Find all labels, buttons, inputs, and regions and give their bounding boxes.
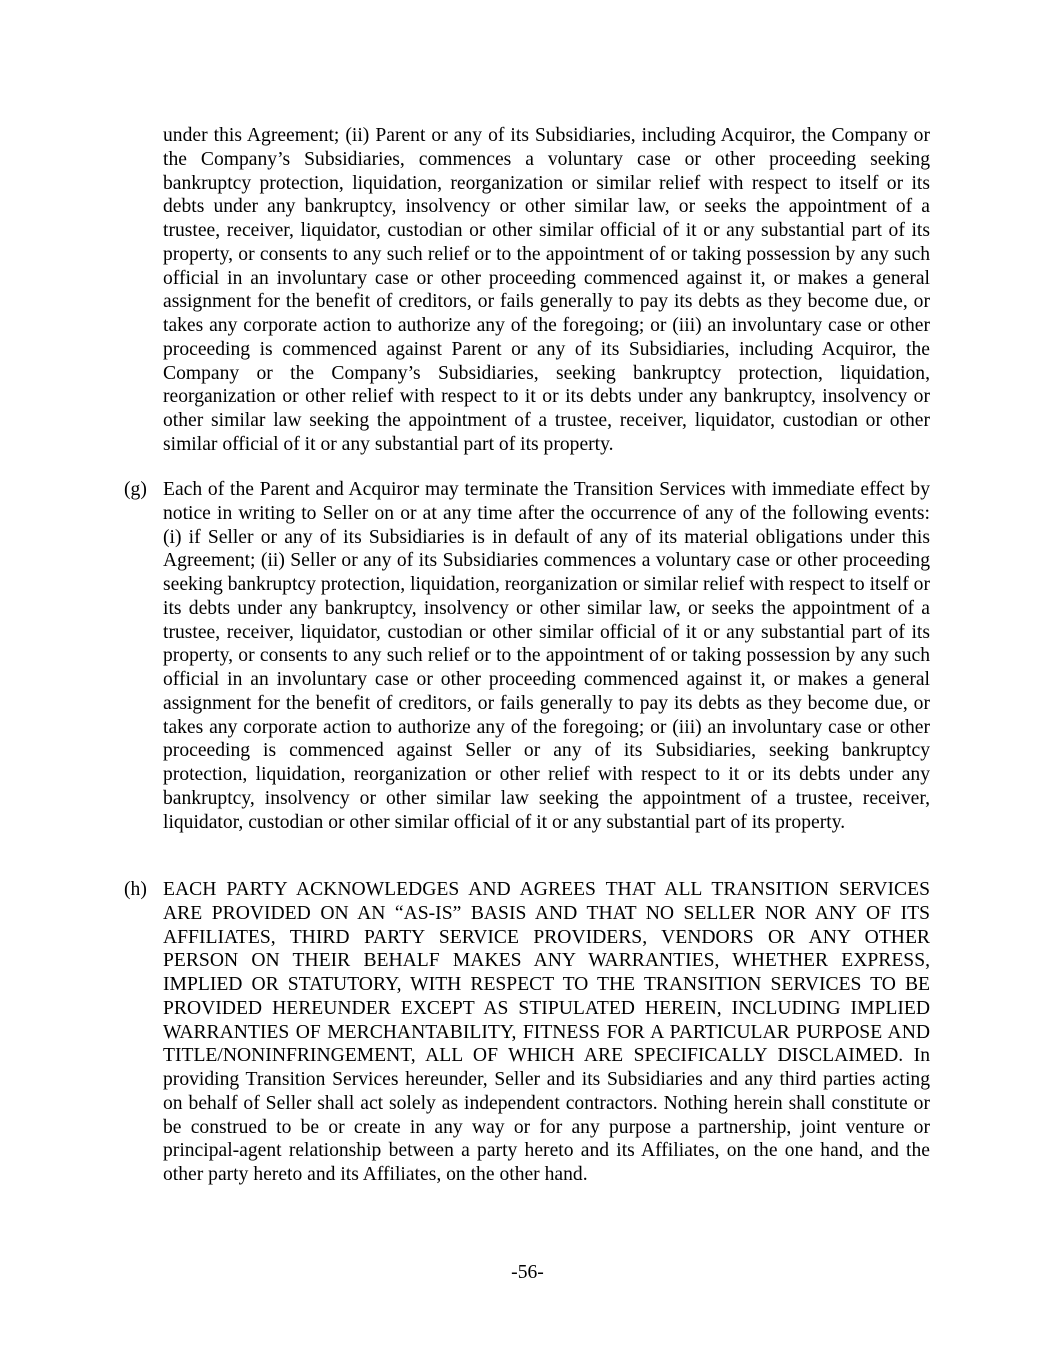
paragraph-g-marker: (g): [124, 479, 147, 500]
paragraph-h-marker: (h): [124, 879, 147, 900]
paragraph-f-continuation: under this Agreement; (ii) Parent or any of its Subsidiaries, including Acquiror, the Company or the Company’s Subsidiaries, commences a voluntary case or other proceeding seeking bankruptcy protection, liquidation, reorganization or similar relief with respect to itself or its debts under any bankruptcy, insolvency or other similar law, or seeks the appointment of a trustee, receiver, liquidator, custodian or other similar official of it or any substantial part of its property, or consents to any such relief or to the appointment of or taking possession by any such official in an involuntary case or other proceeding commenced against it, or makes a general assignment for the benefit of creditors, or fails generally to pay its debts as they become due, or takes any corporate action to authorize any of the foregoing; or (iii) an involuntary case or other proceeding is commenced against Parent or any of its Subsidiaries, including Acquiror, the Company or the Company’s Subsidiaries, seeking bankruptcy protection, liquidation, reorganization or other relief with respect to it or its debts under any bankruptcy, insolvency or other similar law seeking the appointment of a trustee, receiver, liquidator, custodian or other similar official of it or any substantial part of its property.: [163, 125, 930, 455]
page-number: -56-: [511, 1262, 544, 1283]
paragraph-g-text: Each of the Parent and Acquiror may terminate the Transition Services with immediate effect by notice in writing to Seller on or at any time after the occurrence of any of the following events: (i) if Seller or any of its Subsidiaries is in default of any of its material obligations under this Agreement; (ii) Seller or any of its Subsidiaries commences a voluntary case or other proceeding seeking bankruptcy protection, liquidation, reorganization or similar relief with respect to itself or its debts under any bankruptcy, insolvency or other similar law, or seeks the appointment of a trustee, receiver, liquidator, custodian or other similar official of it or any substantial part of its property, or consents to any such relief or to the appointment of or taking possession by any such official in an involuntary case or other proceeding commenced against it, or makes a general assignment for the benefit of creditors, or fails generally to pay its debts as they become due, or takes any corporate action to authorize any of the foregoing; or (iii) an involuntary case or other proceeding is commenced against Seller or any of its Subsidiaries, seeking bankruptcy protection, liquidation, reorganization or other relief with respect to it or its debts under any bankruptcy, insolvency or other similar law seeking the appointment of a trustee, receiver, liquidator, custodian or other similar official of it or any substantial part of its property.: [163, 479, 930, 833]
paragraph-h-text: EACH PARTY ACKNOWLEDGES AND AGREES THAT ALL TRANSITION SERVICES ARE PROVIDED ON AN “AS-IS” BASIS AND THAT NO SELLER NOR ANY OF ITS AFFILIATES, THIRD PARTY SERVICE PROVIDERS, VENDORS OR ANY OTHER PERSON ON THEIR BEHALF MAKES ANY WARRANTIES, WHETHER EXPRESS, IMPLIED OR STATUTORY, WITH RESPECT TO THE TRANSITION SERVICES TO BE PROVIDED HEREUNDER EXCEPT AS STIPULATED HEREIN, INCLUDING IMPLIED WARRANTIES OF MERCHANTABILITY, FITNESS FOR A PARTICULAR PURPOSE AND TITLE/NONINFRINGEMENT, ALL OF WHICH ARE SPECIFICALLY DISCLAIMED. In providing Transition Services hereunder, Seller and its Subsidiaries and any third parties acting on behalf of Seller shall act solely as independent contractors. Nothing herein shall constitute or be construed to be or create in any way or for any purpose a partnership, joint venture or principal-agent relationship between a party hereto and its Affiliates, on the one hand, and the other party hereto and its Affiliates, on the other hand.: [163, 879, 930, 1185]
